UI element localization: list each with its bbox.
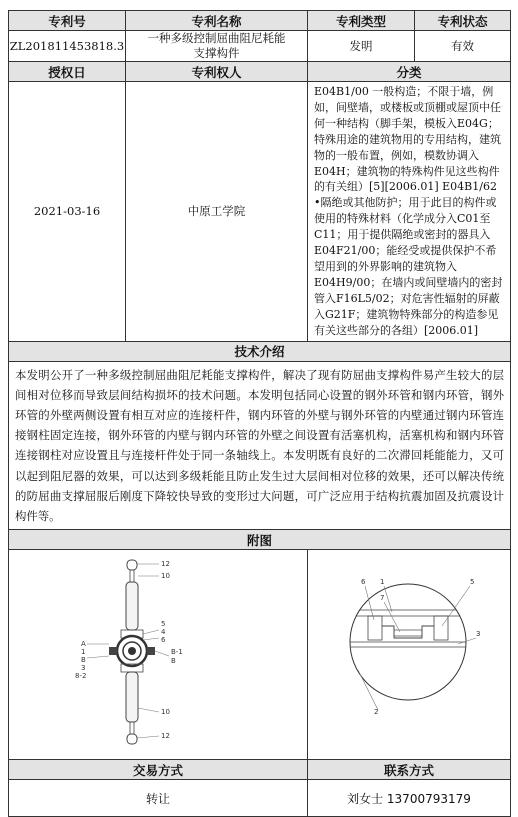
owner-value: 中原工学院 <box>126 82 308 342</box>
abstract-text: 本发明公开了一种多级控制屈曲阻尼耗能支撑构件，解决了现有防屈曲支撑构件易产生较大的层间相对位移而导致层间结构损坏的技术问题。本发明包括同心设置的钢外环管和钢内环管，钢外环管的外壁两侧设置有相互对应的连接杆件，钢内环管的外壁与钢外环管的内壁通过钢内环管连接钢柱固定连接，钢外环管的内壁与钢内环管的外壁之间设置有活塞机构，活塞机构和钢内环管连接钢柱对应设置且与连接杆件处于同一条轴线上。本发明既有良好的二次滞回耗能能力，又可以起到阻尼器的效果，可以达到多级耗能且防止发生过大层间相对位移的效果，还可以解决传统的防屈曲支撑屈服后刚度下降较快导致的变形过大问题，可广泛应用于结构抗震加固及抗震设计构件等。 <box>15 367 504 523</box>
patent-name-value: 一种多级控制屈曲阻尼耗能支撑构件 <box>126 31 308 62</box>
figure-left-cell <box>9 550 308 760</box>
callout-label: B <box>81 656 86 665</box>
patent-no-value: ZL201811453818.3 <box>9 31 126 62</box>
callout-label: 12 <box>161 560 170 569</box>
callout-label: 1 <box>81 648 86 657</box>
callout-label: 2 <box>374 708 379 717</box>
patent-status-value: 有效 <box>415 31 511 62</box>
trade-method-value: 转让 <box>9 780 308 817</box>
callout-label: A <box>81 640 86 649</box>
figure-right-cell <box>308 550 511 760</box>
grant-date-header: 授权日 <box>9 62 126 82</box>
patent-name-header: 专利名称 <box>126 11 308 31</box>
callout-label: 8-2 <box>75 672 87 681</box>
abstract-header: 技术介绍 <box>9 341 511 361</box>
callout-label: B <box>171 657 176 666</box>
callout-label: 6 <box>161 636 166 645</box>
patent-info-table <box>8 10 511 817</box>
callout-label: 1 <box>380 578 385 587</box>
trade-method-header: 交易方式 <box>9 760 308 780</box>
patent-type-header: 专利类型 <box>308 11 415 31</box>
patent-no-header: 专利号 <box>9 11 126 31</box>
callout-label: 5 <box>161 620 166 629</box>
contact-header: 联系方式 <box>308 760 511 780</box>
owner-header: 专利权人 <box>126 62 308 82</box>
classification-header: 分类 <box>308 62 511 82</box>
callout-label: 10 <box>161 708 170 717</box>
patent-type-value: 发明 <box>308 31 415 62</box>
callout-label: 3 <box>81 664 86 673</box>
callout-label: 4 <box>161 628 166 637</box>
contact-value: 刘女士 13700793179 <box>308 780 511 817</box>
figures-header: 附图 <box>9 530 511 550</box>
grant-date-value: 2021-03-16 <box>9 82 126 342</box>
patent-status-header: 专利状态 <box>415 11 511 31</box>
callout-label: 12 <box>161 732 170 741</box>
callout-label: 3 <box>476 630 481 639</box>
figure-left-drawing <box>9 550 307 756</box>
callout-label: 5 <box>470 578 475 587</box>
figure-right-drawing <box>308 550 510 756</box>
abstract-body <box>9 361 511 530</box>
classification-value: E04B1/00 一般构造；不限于墙，例如，间壁墙，或楼板或顶棚或屋顶中任何一种结构（脚手架，模板入E04G；特殊用途的建筑物用的专用结构，建筑物的一般布置，例如，模数协调入E04H；建筑物的特殊构件见这些构件的有关组）[5][2006.01] E04B1/62 •隔绝或其他防护；用于此目的构件或使用的特殊材料（化学成分入C01至C11；用于提供隔绝或密封的器具入E04F21/00；能经受或提供保护不希望用到的外界影响的建筑物入E04H9/00；在墙内或间壁墙内的密封管入F16L5/02；对危害性辐射的屏蔽入G21F；建筑物特殊部分的构造参见有关这些部分的各组）[2006.01] <box>308 82 511 342</box>
callout-label: B-1 <box>171 648 183 657</box>
callout-label: 6 <box>361 578 366 587</box>
callout-label: 10 <box>161 572 170 581</box>
callout-label: 7 <box>380 594 385 603</box>
